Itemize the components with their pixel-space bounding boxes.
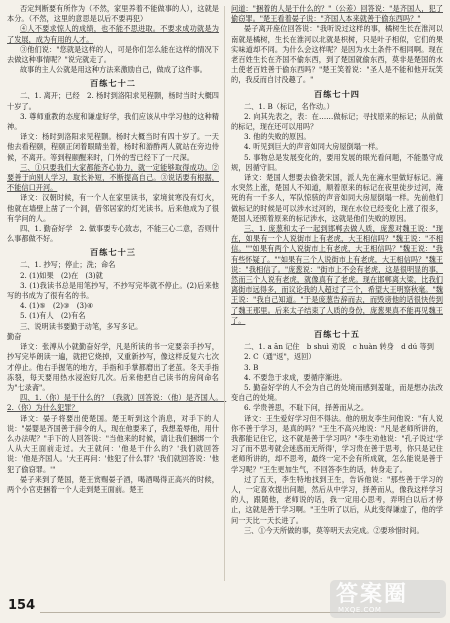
section-title: 百练七十三 [90,247,136,258]
section-title: 百练七十四 [314,88,360,99]
page-number: 154 [8,598,36,613]
paragraph: 2. (1)如果 (2)在 (3)就 [19,270,103,280]
paragraph: 二、1. B（标记，名作动。） [243,101,334,111]
paragraph: 4. (1)⑤ (2)③ (3)④ [19,301,94,311]
paragraph: 6. 学贵善思，不耻下问，择善而从之。 [243,403,369,413]
paragraph: ③他们说："您就是这样的人，可是你们怎么能在这样的情况下去做这种事情呢？"说完就走了。 [7,44,219,65]
paragraph: 3. B [243,362,259,372]
paragraph: 勤奋 [7,331,22,341]
paragraph: 3. 尊师重教的态度和谦虚好学，我们应该从中学习他的这种精神。 [7,111,219,132]
paragraph: 三、①只要我们大家都能齐心协力，就一定能够取得成功。②要善于向别人学习，取长补短，不断提高自己。③说话要有根据，不能信口开河。 [7,162,219,193]
paragraph: 故事的主人公就是用这种方法来激励自己，做成了这件事。 [19,65,207,75]
watermark-url: MXQE.COM [338,606,382,614]
paragraph: 2. C（通"返"，返回） [243,352,316,362]
right-column [231,4,443,536]
paragraph: ④人不要求惊人的成绩，也不能不思进取。不要求成功就是为了发展，成为有用的人才。 [7,24,219,44]
paragraph: 二、1. 抄写；停止；洗；命名 [19,260,116,270]
paragraph: 问道："捆着的人是干什么的？"（公差）回答说："是齐国人，犯了偷窃罪。"楚王看着晏子说："齐国人本来就善于偷东西吗？" [231,4,443,24]
paragraph: 译文：张溥从小就勤奋好学，凡是所读的书一定要亲手抄写，抄写完毕朗读一遍，就把它烧掉，又重新抄写，像这样反复六七次才停止。他右手握笔的地方，手指和手掌都磨出了老茧。冬天手指冻裂，每天要用热水浸泡好几次。后来他把自己读书的房间命名为"七录斋"。 [7,342,219,392]
paragraph: 三、1. 庞葱和太子一起到邯郸去做人质，庞葱对魏王说："现在，如果有一个人说街市上有老虎，大王相信吗？"魏王说："不相信。""如果有两个人说街市上有老虎，大王相信吗？"魏王说："我有些怀疑了。""如果有三个人说街市上有老虎，大王相信吗？"魏王说："我相信了。"庞葱说："街市上不会有老虎，这是很明显的事，然而三个人说有老虎，就像真有了老虎。现在邯郸离大梁，比我们离街市远得多，而议论我的人超过了三个，希望大王明察秋毫。"魏王说："我自己知道。"于是庞葱告辞而去，而毁谤他的话很快传到了魏王那里。后来太子结束了人质的身份，庞葱果真不能再见魏王了。 [231,224,443,325]
paragraph: 4. 听见到巨大的声音如同大房屋倒塌一样。 [243,142,383,152]
watermark-title: 答案圈 [336,582,409,607]
paragraph: 5. (1)有人 (2)有名 [19,311,86,321]
section-title: 百练七十二 [90,78,136,89]
left-column [7,4,227,495]
paragraph: 三、说明读书要勤于动笔，多写多记。 [19,321,143,331]
paragraph: 译文：楚国人想要去偷袭宋国，派人先在澭水里做好标记。澭水突然上涨，楚国人不知道，顺着原来的标记在夜里徒步过河，淹死的有一千多人，军队惊骇的声音如同大房屋倒塌一样。先前他们做标记的时候是可以涉水过河的，现在水位已经变化上涨了很多，楚国人还照着原来的标记涉水，这就是他们失败的原因。 [231,173,443,223]
paragraph: 译文：王生爱好学习但不得法。他的朋友李生问他说："有人说你不善于学习，是真的吗？"王生不高兴地说："凡是老师所讲的，我都能记住它，这不就是善于学习吗？"李生劝他说："孔子说过'学习了而不思考就会迷惑而无所得'，学习贵在善于思考，你只是记住老师所讲的，却不思考，最终一定不会有所成就，怎么能说是善于学习呢？"王生更加生气，不回答李生的话，转身走了。 [231,413,443,474]
paragraph: 5. 勤奋好学的人不会为自己的处境而感到羞耻，而是想办法改变自己的处境。 [231,382,443,403]
paragraph: 二、1. a ān 记住 b shuì 劝说 c huàn 转身 d dú 等到 [243,342,434,352]
paragraph: 晏子离开座位回答说："我听说过这样的事，橘树生长在淮河以南就是橘树，生长在淮河以北就是枳树，只是叶子相似，它们的果实味道却不同。为什么会这样呢？是因为水土条件不相同啊。现在老百姓生长在齐国不偷东西，到了楚国就偷东西，莫非是楚国的水土使老百姓善于偷东西吗？"楚王笑着说："圣人是不能和他开玩笑的，我反而自讨没趣了。" [231,24,443,85]
paragraph: 二、1. 离开；已经 2. 杨时到洛阳求见程颢，杨时当时大概四十岁了。 [7,91,219,111]
paragraph: 3. (1)我读书总是用笔抄写，不抄写完毕就不停止。(2)后来他写的书成为了很有名的书。 [7,280,219,301]
paragraph: 否定判断要有所作为（不然，家里养着不能做事的人），这就是本分。（不然，这里的意思是以后不要再犯） [7,4,219,24]
column-divider [224,6,225,581]
paragraph: 三、①今天所做的事，莫等明天去完成。②要珍惜时间。 [243,525,424,535]
paragraph: 3. 他的失败的原因。 [243,132,311,142]
watermark-logo [330,580,446,618]
paragraph: 2. 向其先表之，表：在……做标记；寻找原来的标记；从前做的标记，现在还可以用吗？ [231,111,443,132]
paragraph: 过了五天，李生特地找到王生，告诉他说："那些善于学习的人，一定喜欢提出问题，然后从中学习，择善而从，像我这样学习的人，跟随他，老师说的话，我一定用心思考，弄明白以后才停止，这就是善于学习啊。"王生听了以后，从此变得谦虚了，他的学问一天比一天长进了。 [231,474,443,525]
section-title: 百练七十五 [314,329,360,340]
paragraph: 5. 事物总是发展变化的，要用发展的眼光看问题，不能墨守成规，因循守旧。 [231,152,443,172]
paragraph: 四、1.（你）是干什么的？（我就）回答说：（他）是齐国人。 2.（你）为什么犯罪？ [7,393,227,413]
paragraph: 晏子来到了楚国，楚王赏赐晏子酒，喝酒喝得正高兴的时候，两个小官吏捆着一个人走到楚王面前。楚王 [7,474,219,494]
paragraph: 译文：晏子将要出使楚国。楚王听到这个消息，对手下的人说："晏婴是齐国善于辞令的人，现在他要来了，我想羞辱他，用什么办法呢？"手下的人回答说："当他来的时候，请让我们捆绑一个人从大王面前走过。大王就问：'他是干什么的？'我们就回答说：'他是齐国人。'大王再问：'他犯了什么罪？'我们就回答说：'他犯了偷窃罪。'" [7,413,219,474]
paragraph: 4. 不要急于求成，要循序渐进。 [243,372,347,382]
paragraph: 译文：杨时到洛阳求见程颢。杨时大概当时有四十岁了。一天他去看程颐，程颐正闭着眼睛坐着，杨时和游酢两人就站在旁边侍候，不离开。等到程颐醒来时，门外的雪已经下了一尺深。 [7,132,219,162]
paragraph: 四、1. 勤奋好学 2. 做事要专心致志，不能三心二意，否则什么事都做不好。 [7,224,219,244]
paragraph: 译文：汉朝时候，有一个人在家里读书，家境贫寒没有灯火，他就在墙壁上凿了一个洞，借邻居家的灯光读书。后来他成为了很有学问的人。 [7,193,219,223]
